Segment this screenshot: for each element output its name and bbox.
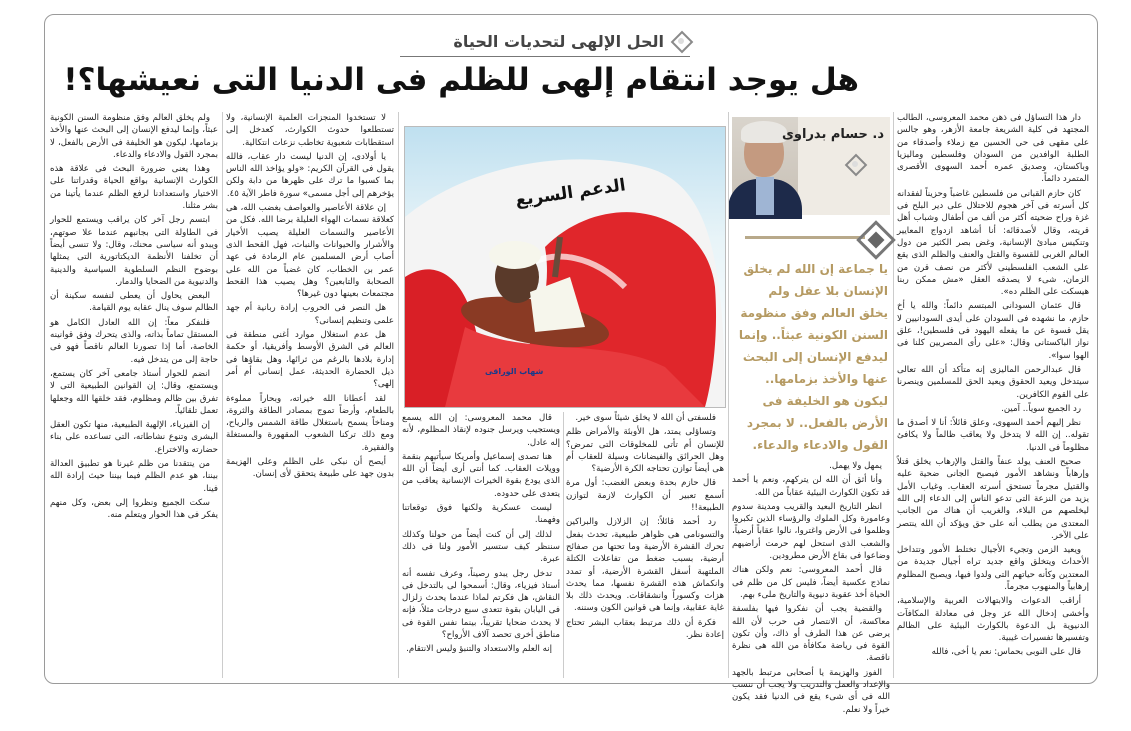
paragraph: فكرة أن ذلك مرتبط بعقاب البشر تحتاج إعادة نظر.: [566, 617, 724, 641]
paragraph: الفوز والهزيمة يا أصحابى مرتبط بالجهد والإعداد والعمل والتدريب ولا يجب أن ننسب الله فى أى شىء يقع فى الدنيا فقد يكون خيراً ولا نعلم.: [732, 667, 890, 715]
article-column-1: [897, 112, 1089, 678]
paragraph: ليست عسكرية ولكنها فوق توقعاتنا وفهمنا.: [402, 503, 560, 526]
paragraph: أراقب الدعوات والابتهالات العربية والإسلامية، وأخشى إدخال الله عز وجل فى معادلة المكافآت الدنيوية بل الدعوة بالكوارث البيئية على الظالم وتفسيرها تفسيرات غيبية.: [897, 596, 1089, 644]
column-divider: [563, 412, 564, 678]
paragraph: هنا تصدى إسماعيل وأمريكا سيأتيهم بنقمة وويلات العقاب. كما أنتى أرى أيضاً أن الله الذى يودع بقوة الخيرات الإنسانية يعاقب من يتعدى على حدوده.: [402, 451, 560, 499]
paragraph: دار هذا التساؤل فى ذهن محمد المعروسى، الطالب المجتهد فى كلية الشريعة جامعة الأزهر، وهو جالس على مقهى فى حى الحسين مع زملاء وأصدقاء من الطلبة الوافدين من السودان وفلسطين وماليزيا وباكستان، وصديق عمره أحمد السهوى الأقصرى المتمرد دائماً.: [897, 113, 1089, 185]
paragraph: هل عدم استغلال موارد أغنى منطقة فى العالم فى الشرق الأوسط وأفريقيا، أو حكمة إدارة بلادها بالرغم من ثرائها، وهل بقاؤها فى ذيل الحضارة الحديثة، عمل إنسانى أم أمر إلهى؟: [226, 330, 394, 390]
column-divider: [893, 112, 894, 678]
paragraph: رد أحمد قائلاً: إن الزلازل والبراكين والتسونامى هى ظواهر طبيعية، تحدث بفعل تحرك القشرة الأرضية وما تحتها من صفائح أرضية، بسبب ضغط من تفاعلات الكتلة الملتهبة أسفل القشرة الأرضية، أو تمدد وانكماش هذه القشرة نفسها، مما يحدث هزات وكسوراً وانشقاقات. ويحدث ذلك بلا غاية عقابية، وإنما هى قوانين الكون وسننه.: [566, 517, 724, 614]
article-column-5: [226, 112, 394, 678]
paragraph: أيصح أن نبكى على الظلم وعلى الهزيمة بدون جهد على طبيعة يتحقق لأى إنسان.: [226, 457, 394, 480]
paragraph: قال حازم بحدة وبعض الغضب: أول مرة أسمع تعبير أن الكوارث لازمة لتوازن الطبيعة!!: [566, 478, 724, 514]
paragraph: يا أولادى، إن الدنيا ليست دار عقاب، فالله يقول فى القرآن الكريم: «ولو يؤاخذ الله الناس بما كسبوا ما ترك على ظهرها من دابة ولكن يؤخرهم إلى أجل مسمى» سورة فاطر الآية ٤٥.: [226, 151, 394, 199]
paragraph: قال عثمان السودانى المبتسم دائماً: والله يا أخ حازم، ما نشهده فى السودان على أيدى السودانيين لا يقل قسوة عن ما يفعله اليهود فى فلسطين!، علق نواز الباكستانى وقال: «على رأى المصريين كلنا فى الهوا سوا».: [897, 301, 1089, 361]
article-column-2: [732, 460, 890, 715]
divider: [745, 236, 865, 239]
paragraph: إن الفيزياء، الإلهية الطبيعية، منها تكون العقل البشرى وتنوع نشاطاته، التى تساعده على بناء حضارته والاختراع.: [50, 420, 218, 455]
section-header: [400, 26, 690, 57]
paragraph: يمهل ولا يهمل.: [829, 461, 882, 471]
diamond-ornament-icon: [672, 32, 690, 50]
paragraph: وأنا أثق أن الله لن يتركهم، ونعم يا أحمد قد تكون الكوارث البيئية عقاباً من الله.: [732, 475, 890, 498]
cartoonist-signature: شهاب الوراقى: [485, 367, 544, 376]
paragraph: قال على النوبى بحماس: نعم يا أخى، فالله: [931, 647, 1081, 658]
paragraph: من ينتقدنا من ظلم غيرنا هو تطبيق العدالة بيننا، هو عدم الظلم فيما بيننا حيث إرادة الله فينا.: [50, 459, 218, 494]
author-name: د. حسام بدراوى: [782, 127, 884, 142]
paragraph: سكت الجميع ونظروا إلى بعض، وكل منهم يفكر فى هذا الحوار ويتعلم منه.: [50, 497, 218, 521]
article-column-4: [402, 412, 560, 678]
paragraph: ويعيد الزمن وتجيء الأجيال تختلط الأمور وتتداخل الأحداث ويتخلق واقع جديد تراه أجيال جديدة من المعتدين وكأنه حياتهم التى ولدوا فيها، ويصبح المظلوم إرهابياً والمنهوب مجرماً.: [897, 545, 1089, 592]
paragraph: صحيح العنف يولد عنفاً والقتل والإرهاب يخلق قتلاً وإرهاباً ونشاهد الأمور فيصبح الجانى ضحية عليه والقتيل مجرماً تستحق أسرته العقاب. وغياب الأمل يزيد من النزعة التى تدعو الناس إلى الدعاء إلى الله ليخلصهم من البلاء، والغريب أن هناك من الجانب المعتدى من يطلب أنه على حق ويؤكد أن الله ينتصر على الآخر.: [897, 457, 1089, 541]
cartoon-title: الدعم السريع: [514, 175, 627, 211]
column-divider: [222, 112, 223, 678]
cartoon-image: [404, 126, 726, 408]
paragraph: تدخل رجل يبدو رصيناً، وعرف نفسه أنه أستاذ فيزياء، وقال: أسمحوا لى بالتدخل فى النقاش، هل فكرتم لماذا عندما يحدث زلزال فى اليابان بقوة تتعدى سبع درجات مثلاً، فإنه لا يحدث ضحايا تقريباً، بينما نفس القوة فى مناطق أخرى تحصد آلاف الأرواح؟: [402, 568, 560, 641]
paragraph: قال محمد المعروسى: إن الله يسمع ويستجيب ويرسل جنوده لإنقاذ المظلوم، لأنه إله عادل.: [402, 413, 560, 448]
paragraph: انظر التاريخ البعيد والقريب ومدينة سدوم وعامورة وكل الملوك والرؤساء الذين تكبروا وظلموا فى الأرض واغتروا، نالوا عقاباً أرضياً، والشعب الذى استحل لهم حرمت أراضيهم وضاعوا فى بقاع الأرض مطرودين.: [732, 501, 890, 562]
section-title: الحل الإلهى لتحديات الحياة: [453, 31, 664, 51]
paragraph: ولم يخلق العالم وفق منظومة السنن الكونية عبثاً، وإنما ليدفع الإنسان إلى البحث عنها والأخذ بزمامها، ليكون هو الخليفة فى الأرض بالفعل، لا بمجرد القول والادعاء والدعاء.: [50, 113, 218, 160]
paragraph: لقد أعطانا الله خيراته، وبحاراً مملوءة بالطعام، وأرضاً تموج بمصادر الطاقة والثروة، ومناخاً يسمح باستغلال طاقة الشمس والرياح، ومع ذلك تركنا الشعوب المقهورة والمستغلة والفقيرة.: [226, 393, 394, 453]
paragraph: ابتسم رجل آخر كان يراقب ويستمع للحوار فى الطاولة التى بجانبهم عندما علا صوتهم، ويبدو أنه سياسى محنك، وقال: ولا تنسى أيضاً أن تخلفنا الأنظمة الديكتاتورية التى يمثلها بوضوح النظم السلطوية السياسية والدينية والدنيوية من الضحايا والدمار.: [50, 215, 218, 287]
paragraph: لا تستخدوا المنجزات العلمية الإنسانية، ولا تستطلعوا حدوث الكوارث، كعدخل إلى استقطابات شعبوية تخاطب نزعات انتكالية.: [226, 113, 394, 148]
paragraph: قال أحمد المعروسى: نعم ولكن هناك نماذج عكسية أيضاً، فليس كل من ظلم فى الحياة أخذ عقوبة دنيوية والتاريخ ملىء بهم.: [732, 565, 890, 600]
paragraph: رد الجميع سوياً.. آمين.: [1001, 403, 1081, 414]
paragraph: كان حازم القبانى من فلسطين غاضباً وحزيناً لفقدانه كل أسرته فى آخر هجوم للاحتلال على دير البلح فى غزة وراح ضحيته أكثر من ألف من أطفال وشباب أهل قريته، وقال لأصدقائه: أنا أشاهد ازدواج المعايير وتنكيس مبادئ الإنسانية، وغض بصر الكثير من دول العالم الغربى للقسوة والقتل والعنف والظلم الذى يقع على الشعب الفلسطينى لأكثر من نصف قرن من الزمان، شىء لا يصدقه العقل «مش ممكن ربنا هيسكت على الظلم ده».: [897, 188, 1089, 298]
paragraph: نظر إليهم أحمد السهوى، وعلق قائلاً: أنا لا أصدق ما تقوله.. إن الله لا يتدخل ولا يعاقب ظالماً ولا يكافئ مظلوماً فى الدنيا.: [897, 418, 1089, 453]
paragraph: فلسفتى أن الله لا يخلق شيئاً سوى خير.: [575, 413, 716, 423]
paragraph: البعض يحاول أن يعطى لنفسه سكينة أن الظالم سوف ينال عقابه يوم القيامة.: [50, 291, 218, 314]
diamond-ornament-icon: [846, 155, 864, 173]
paragraph: قال عبدالرحمن الماليزى إنه متأكد أن الله تعالى سيتدخل ويعيد الحقوق ويعيد الحق للمسلمين وينصرنا على القوم الكافرين.: [897, 364, 1089, 400]
paragraph: انضم للحوار أستاذ جامعى آخر كان يستمع، ويستمتع، وقال: إن القوانين الطبيعية التى لا تفرق بين ظالم ومظلوم، فقد خلقها الله وجعلها تعمل تلقائياً.: [50, 368, 218, 416]
article-column-3: [566, 412, 724, 678]
paragraph: فلنفكر معاً: إن الله العادل الكامل هو المستقل تماماً بذاته، والذى يتحرك وفق قوانينه الخاصة، أما إذا تصورنا العالم ناقصاً فهو فى حاجة إلى من يتدخل فيه.: [50, 317, 218, 365]
paragraph: إن علاقة الأعاصير والعواصف بغضب الله، هى كعلاقة نسمات الهواء العليلة برضا الله. فكل من الأعاصير والنسمات العليلة يصيب الأخيار والأشرار والحيوانات والنبات، فهل القحط الذى أصاب أرض المسلمين عام الرمادة فى عهد عمر بن الخطاب، كان غضباً من الله على الصحابة والتابعين؟ وهل يصيب هذا القحط مجتمعات بعينها دون غيرها؟: [226, 203, 394, 300]
paragraph: لذلك إلى أن كنت أيضاً من حولنا وكذلك سننظر كيف ستسير الأمور ولنا فى ذلك عبرة.: [402, 529, 560, 565]
headline: هل يوجد انتقام إلهى للظلم فى الدنيا التى نعيشها؟!: [63, 62, 859, 98]
paragraph: والقضية يجب أن نفكروا فيها بفلسفة معاكسة، أن الانتصار فى حرب لأن الله يرضى عن هذا الطرف أو ذاك، وأن تكون القوة فى رياضة مكافأة من الله هى نظرة ناقصة.: [732, 604, 890, 664]
paragraph: هل النصر فى الحروب إرادة ربانية أم جهد علمى وتنظيم إنسانى؟: [226, 303, 394, 326]
paragraph: وهذا يعنى ضرورة البحث فى علاقة هذه الكوارث الإنسانية بواقع الحياة وقدراتنا على الاختيار واستعدادنا لرفع الظلم عندما يأتينا من بشر مثلنا.: [50, 164, 218, 212]
paragraph: وتساؤلى يمتد، هل الأوبئة والأمراض ظلم للإنسان أم تأتى للمخلوقات التى تمرض؟ وهل الحرائق والفيضانات وسيلة للعقاب أم هى أيضاً توازن تحتاجه الكرة الأرضية؟: [566, 427, 724, 475]
author-box: [732, 117, 890, 215]
pull-quote: يا جماعة إن الله لم يخلق الإنسان بلا عقل ولم يخلق العالم وفق منظومة السنن الكونية عبثاً.. وإنما ليدفع الإنسان إلى البحث عنها والأخذ بزمامها.. ليكون هو الخليفة فى الأرض بالفعل.. لا بمجرد القول والادعاء والدعاء.: [738, 262, 888, 452]
column-divider: [398, 112, 399, 678]
column-divider: [728, 112, 729, 678]
paragraph: إنه العلم والاستعداد والتنبؤ وليس الانتقام.: [406, 644, 552, 655]
article-column-6: [50, 112, 218, 678]
